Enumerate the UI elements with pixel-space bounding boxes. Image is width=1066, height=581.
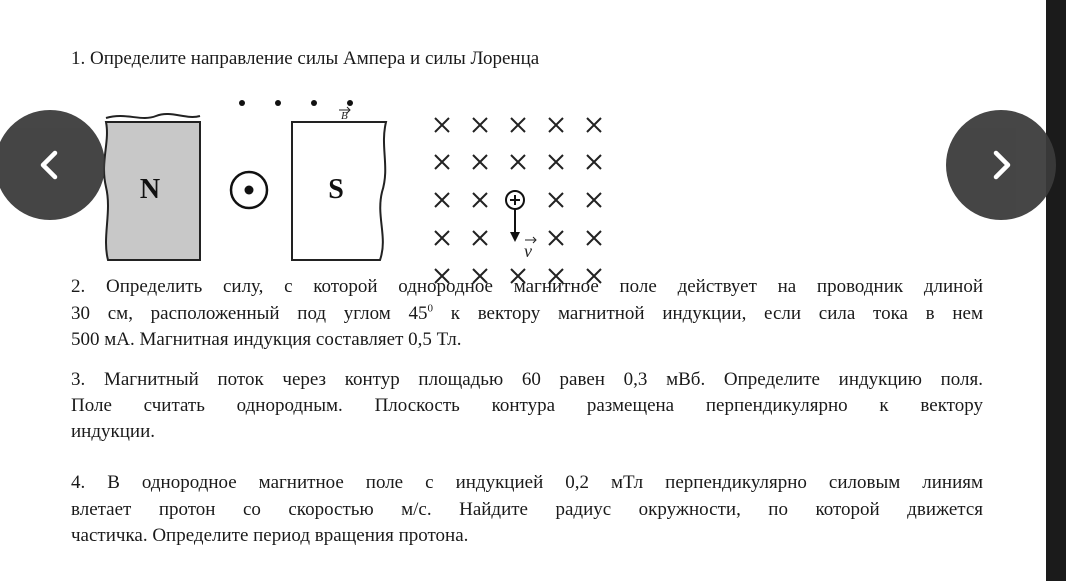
magnet-n-label: N: [139, 174, 161, 205]
magnet-s-label: S: [328, 174, 344, 205]
chevron-right-icon: [981, 145, 1021, 185]
b-vector-label: B: [341, 110, 348, 122]
right-edge-bar: [1046, 0, 1066, 581]
field-cross: [435, 231, 449, 245]
magnet-s: [292, 122, 386, 260]
field-cross: [549, 155, 563, 169]
problem-2-line-3: 500 мА. Магнитная индукция составляет 0,5 Тл.: [71, 329, 462, 350]
field-cross: [587, 193, 601, 207]
problem-3-line-1: 3. Магнитный поток через контур площадью 60 равен 0,3 мВб. Определите индукцию поля.: [71, 369, 983, 390]
current-out-symbol: [231, 172, 267, 208]
v-vector-label: v: [524, 241, 532, 261]
proton: [506, 191, 524, 209]
prev-button[interactable]: [0, 110, 105, 220]
problem-2-line-2b: к вектору магнитной индукции, если сила тока в нем: [433, 303, 983, 324]
next-button[interactable]: [946, 110, 1056, 220]
degree-superscript: 0: [427, 302, 433, 315]
problem-2-line-1: 2. Определить силу, с которой однородное магнитное поле действует на проводник длиной: [71, 276, 983, 297]
b-vector: [339, 107, 350, 122]
field-cross: [511, 118, 525, 132]
velocity-vector: [510, 209, 536, 261]
field-cross: [473, 193, 487, 207]
problem-2-line-2: [71, 301, 983, 327]
field-cross: [435, 155, 449, 169]
physics-figure: [96, 92, 616, 288]
chevron-left-icon: [30, 145, 70, 185]
problem-4-line-2: влетает протон со скоростью м/с. Найдите радиус окружности, по которой движется: [71, 499, 983, 520]
field-cross: [435, 193, 449, 207]
problem-3-line-2: Поле считать однородным. Плоскость контура размещена перпендикулярно к вектору: [71, 395, 983, 416]
problem-1-text: 1. Определите направление силы Ампера и силы Лоренца: [71, 48, 540, 69]
field-cross: [587, 155, 601, 169]
field-cross: [511, 155, 525, 169]
problem-4-line-1: 4. В однородное магнитное поле с индукцией 0,2 мТл перпендикулярно силовым линиям: [71, 472, 983, 493]
problem-3-line-3: индукции.: [71, 421, 155, 442]
field-cross: [473, 155, 487, 169]
field-cross: [473, 118, 487, 132]
field-cross: [473, 231, 487, 245]
field-cross: [549, 193, 563, 207]
field-cross: [549, 118, 563, 132]
problem-4-line-3: частичка. Определите период вращения протона.: [71, 525, 469, 546]
magnet-n: [104, 114, 200, 260]
problem-2-line-2a: 30 см, расположенный под углом 45: [71, 303, 428, 324]
field-cross: [587, 118, 601, 132]
field-cross: [435, 118, 449, 132]
field-dots: [239, 100, 353, 106]
field-cross: [549, 231, 563, 245]
field-cross: [587, 231, 601, 245]
